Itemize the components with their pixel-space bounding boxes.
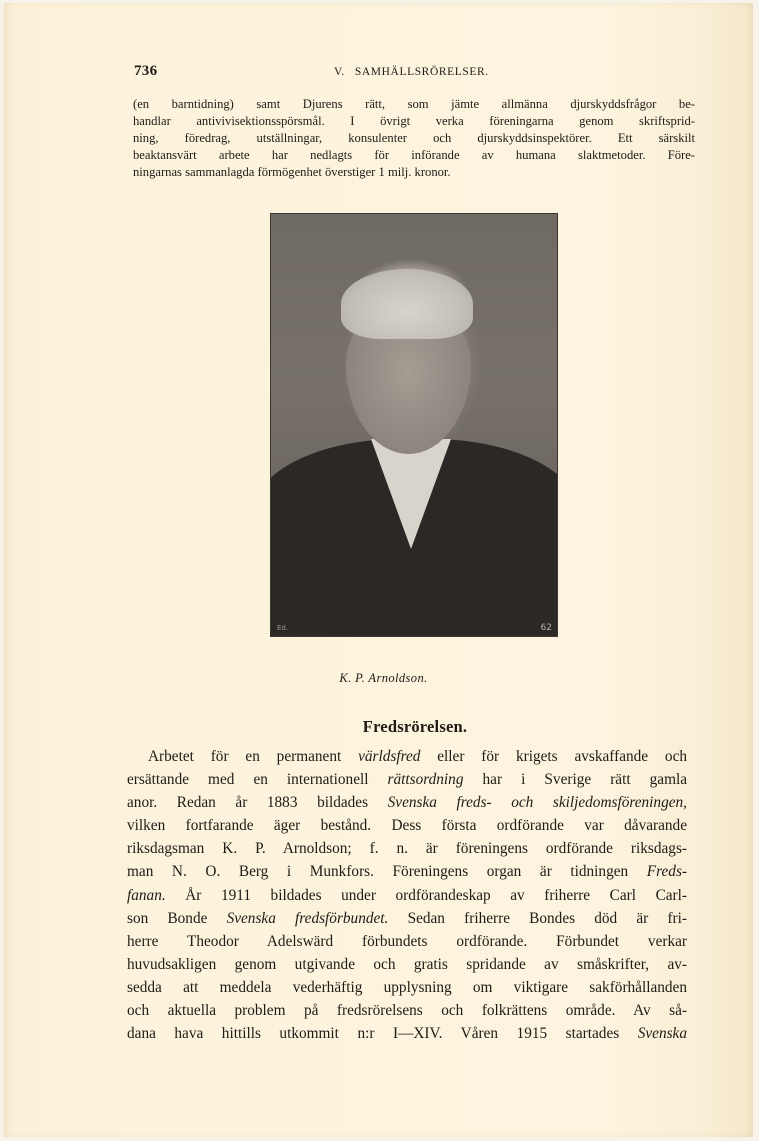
text-line — [127, 884, 687, 907]
page-number: 736 — [134, 63, 158, 79]
text-run: och aktuella problem på fredsrörelsens och folkrättens område. Av så- — [127, 1002, 687, 1020]
italic-run: världsfred — [358, 748, 421, 765]
text-line: (en barntidning) samt Djurens rätt, som jämte allmänna djurskyddsfrågor be- — [133, 97, 695, 111]
plate-number: 62 — [540, 623, 552, 633]
text-line — [127, 860, 687, 883]
text-line: ningarnas sammanlagda förmögenhet överstiger 1 milj. kronor. — [133, 165, 451, 179]
text-run: Sedan friherre Bondes död är fri- — [388, 909, 687, 927]
book-page — [4, 3, 753, 1137]
text-line — [127, 953, 687, 976]
running-head-section-title: SAMHÄLLSRÖRELSER. — [354, 66, 489, 78]
italic-run: Freds- — [646, 863, 687, 881]
italic-run: Svenska — [637, 1025, 687, 1043]
text-line — [127, 768, 687, 791]
intro-paragraph — [133, 96, 695, 181]
text-run: herre Theodor Adelswärd förbundets ordförande. Förbundet verkar — [127, 932, 687, 950]
section-body — [127, 745, 687, 1045]
text-line — [127, 999, 687, 1022]
portrait-hair — [341, 269, 473, 339]
italic-run: rättsordning — [387, 771, 464, 789]
text-line — [127, 930, 687, 953]
text-run: År 1911 bildades under ordförandeskap av friherre Carl Carl- — [165, 886, 687, 904]
text-run: eller för krigets avskaffande och — [420, 748, 688, 765]
text-line: beaktansvärt arbete har nedlagts för införande av humana slaktmetoder. Före- — [133, 148, 695, 162]
text-line — [127, 837, 687, 860]
text-line — [127, 791, 687, 814]
italic-run: Svenska freds- och skiljedomsföreningen, — [387, 794, 687, 812]
figure-caption: K. P. Arnoldson. — [339, 671, 428, 685]
text-run: dana hava hittills utkommit n:r I—XIV. Våren 1915 startades — [127, 1025, 638, 1043]
text-line — [127, 907, 687, 930]
engraver-mark: Ed. — [277, 624, 289, 632]
running-head-section-number: V. — [334, 66, 345, 78]
portrait-photo — [270, 213, 558, 637]
italic-run: fanan. — [127, 886, 166, 904]
text-run: Arbetet för en permanent — [148, 748, 359, 765]
text-run: vilken fortfarande äger bestånd. Dess första ordförande var dåvarande — [127, 817, 687, 835]
italic-run: Svenska fredsförbundet. — [226, 909, 389, 927]
running-head — [334, 66, 489, 78]
text-line: handlar antivivisektionsspörsmål. I övrigt verka föreningarna genom skriftsprid- — [133, 114, 695, 128]
text-run: anor. Redan år 1883 bildades — [127, 794, 388, 812]
text-run: riksdagsman K. P. Arnoldson; f. n. är föreningens ordförande riksdags- — [127, 840, 687, 858]
section-heading: Fredsrörelsen. — [362, 717, 468, 736]
text-line: ning, föredrag, utställningar, konsulenter och djurskyddsinspektörer. Ett särskilt — [133, 131, 695, 145]
text-line — [127, 814, 687, 837]
text-line — [127, 1022, 687, 1045]
text-run: son Bonde — [127, 909, 227, 927]
text-line — [127, 976, 687, 999]
text-run: man N. O. Berg i Munkfors. Föreningens organ är tidningen — [127, 863, 647, 881]
text-run: sedda att meddela vederhäftig upplysning om viktigare sakförhållanden — [127, 978, 687, 996]
text-run: ersättande med en internationell — [127, 771, 388, 789]
text-line — [127, 745, 687, 768]
portrait-collar — [371, 439, 451, 549]
text-run: huvudsakligen genom utgivande och gratis spridande av småskrifter, av- — [127, 955, 687, 973]
text-run: har i Sverige rätt gamla — [463, 771, 688, 789]
